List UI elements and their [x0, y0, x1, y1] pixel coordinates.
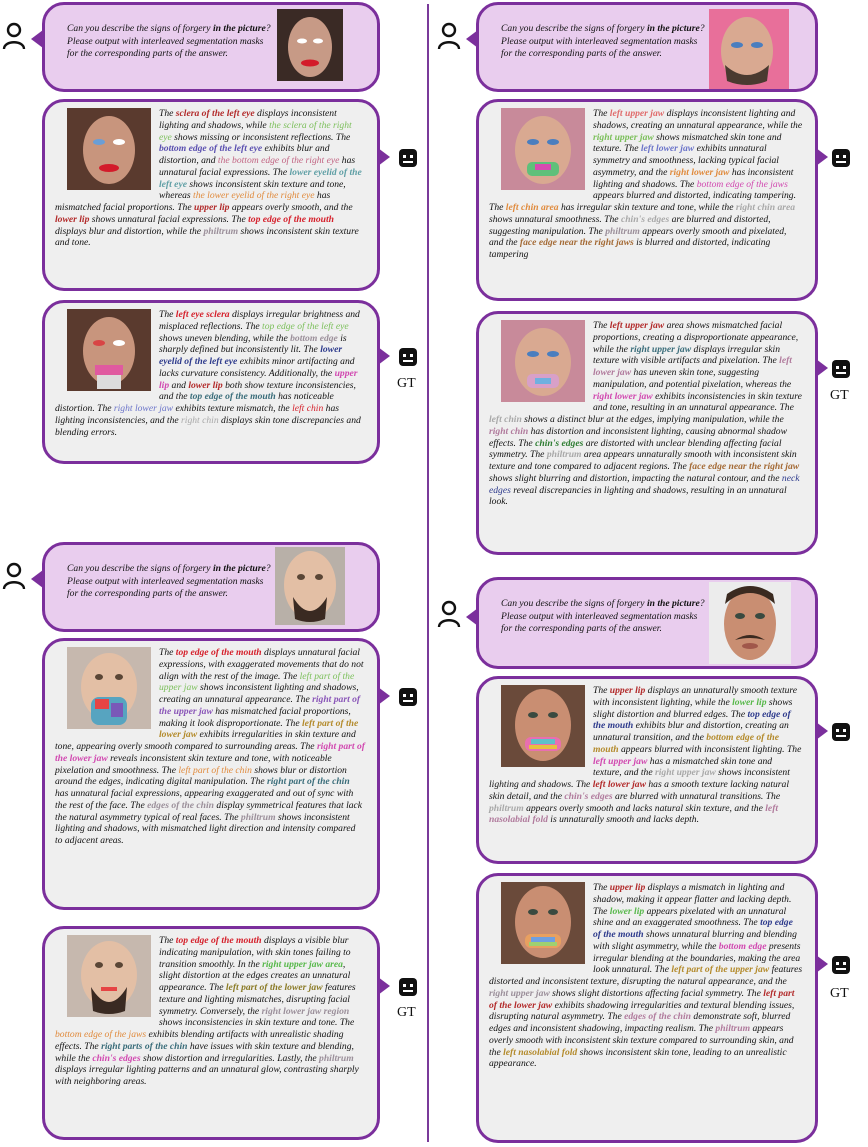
answer-text-run: has mismatched facial proportions, making it look disproportionate. The	[159, 705, 351, 729]
bubble-tail	[378, 347, 390, 365]
answer-text-run: shows inconsistencies in skin texture and tone. The	[159, 1017, 355, 1029]
answer-text-run: The	[159, 309, 176, 320]
segment-phrase: right part of the upper jaw	[159, 694, 361, 717]
answer-text-run: exhibits blending artifacts with unrealistic shading effects. The	[55, 1029, 344, 1052]
answer-text-run: and	[169, 379, 189, 391]
segment-phrase: left part of the lower jaw	[489, 987, 795, 1011]
answer-text-run: exhibits texture mismatch, the	[173, 403, 293, 414]
answer-text-run: shows blur or distortion around the edges, indicating digital manipulation. The	[55, 764, 347, 788]
answer-text-run: appears overly smooth, and the	[229, 202, 353, 213]
answer-text-run: displays an unnaturally smooth texture with inconsistent lighting, while the	[593, 685, 798, 708]
answer-text-run: displays a visible blur indicating manipulation, with skin tones failing to transition smoothly. In the	[159, 935, 351, 970]
segment-phrase: bottom edge of the jaws	[696, 178, 788, 190]
answer-text-run: shows inconsistent lighting and shadows, creating an unnatural appearance. The	[159, 682, 359, 705]
answer-text-run: shows unnatural blurring and blending with slight asymmetry, while the	[593, 929, 797, 952]
user-icon	[2, 562, 26, 590]
segment-phrase: philtrum	[546, 449, 582, 461]
segment-phrase: top edge of the mouth	[593, 917, 793, 940]
ground-truth-bubble	[42, 926, 380, 1140]
answer-text-run: displays inconsistent lighting and shadows, while	[159, 108, 337, 131]
user-question-bubble	[42, 2, 380, 92]
segment-phrase: left eye sclera	[175, 309, 230, 320]
answer-text-run: has lighting inconsistencies, and the	[55, 403, 339, 426]
segment-phrase: edges of the chin	[147, 799, 214, 811]
answer-text-run: exhibits unnatural symmetry and smoothness, lacking typical facial asymmetry, and the	[593, 143, 779, 178]
answer-text-run: The	[593, 685, 610, 696]
answer-text-run: shows missing or inconsistent reflections. The	[171, 131, 351, 143]
robot-icon	[397, 346, 419, 368]
segment-phrase: bottom edge	[718, 940, 767, 952]
answer-text-run: exhibits irregularities in skin texture and tone, appearing overly smooth compared to surrounding areas. The	[55, 729, 356, 752]
segment-phrase: philtrum	[715, 1023, 751, 1034]
answer-text-run: exhibits blur and distortion, and	[159, 143, 330, 166]
segment-phrase: face edge near the right jaw	[689, 461, 800, 472]
answer-text-run: exhibits inconsistencies in skin texture and tone, resulting in an unnatural appearance. The	[593, 390, 802, 414]
answer-text-run: shows inconsistent skin tone, leading to an unrealistic appearance.	[489, 1046, 787, 1070]
answer-text-run: , slight distortion at the edges creates an unnatural appearance. The	[159, 958, 351, 993]
mask-image	[67, 647, 151, 729]
segment-phrase: left lower jaw	[640, 143, 695, 155]
segment-phrase: left nasolabial fold	[503, 1046, 578, 1058]
segment-phrase: top edge of the mouth	[248, 213, 334, 225]
answer-text-run: is sharply defined but inconsistently lit. The	[159, 332, 347, 356]
robot-icon	[830, 954, 852, 976]
robot-icon	[397, 976, 419, 998]
segment-phrase: the bottom edge of the right eye	[217, 155, 340, 166]
robot-icon	[397, 147, 419, 169]
question-text: Can you describe the signs of forgery in the picture? Please output with interleaved segmentation masks for the corresponding parts of the answer.	[501, 23, 705, 59]
bubble-tail	[816, 955, 828, 973]
answer-text-run: The	[593, 320, 610, 331]
bubble-tail	[378, 148, 390, 166]
segment-phrase: left chin	[489, 414, 522, 425]
segment-phrase: lower lip	[55, 213, 90, 225]
prediction-bubble	[42, 99, 380, 291]
user-question-bubble	[42, 542, 380, 632]
answer-text-run: displays irregular lighting patterns and an unnatural glow, contrasting sharply with neighboring areas.	[55, 1064, 359, 1087]
segment-phrase: right chin area	[735, 202, 796, 213]
column-divider	[427, 4, 429, 1142]
input-face-image	[709, 9, 789, 89]
user-icon	[437, 22, 461, 50]
segment-phrase: edges of the chin	[624, 1011, 692, 1023]
input-face-image	[277, 9, 343, 81]
answer-text-run: reveal discrepancies in lighting and shadows, resulting in an unnatural look.	[489, 484, 787, 508]
gt-label: GT	[830, 986, 849, 1001]
answer-text-run: shows uneven blending, while the	[159, 332, 291, 344]
answer-text-run: appears pixelated with an unnatural shine and an exaggerated smoothness. The	[593, 905, 787, 929]
answer-text-run: appears overly smooth and lacks natural skin texture, and the	[523, 802, 766, 814]
segment-phrase: upper lip	[609, 882, 646, 893]
segment-phrase: top edge of the mouth	[593, 708, 791, 732]
segment-phrase: left part of the upper jaw	[671, 964, 770, 976]
answer-text-run: have issues with skin texture and blending, while the	[55, 1040, 354, 1064]
answer-text-run: has noticeable distortion. The	[55, 391, 334, 414]
answer-text-run: has a mismatched skin tone and texture, and the	[593, 755, 773, 779]
segment-phrase: lower eyelid of the left eye	[159, 344, 343, 367]
answer-text-run: is unnaturally smooth and lacks depth.	[547, 814, 699, 826]
segment-phrase: top edge of the mouth	[175, 935, 262, 946]
segment-phrase: sclera of the left eye	[175, 108, 255, 119]
segment-phrase: upper lip	[609, 685, 646, 696]
segment-phrase: left part of the lower jaw	[159, 717, 359, 741]
segment-phrase: left chin area	[505, 202, 559, 213]
bubble-tail	[816, 359, 828, 377]
user-icon	[437, 600, 461, 628]
bubble-tail	[378, 687, 390, 705]
answer-text-run: reveals inconsistent skin texture and tone, with noticeable pixelation and smoothness. The	[55, 752, 332, 776]
answer-text-run: exhibits blur and distortion, creating an unnatural transition, and the	[593, 720, 789, 743]
answer-text-run: displays skin tone discrepancies and blending errors.	[55, 414, 361, 438]
answer-text-run: shows unnatural facial expressions. The	[89, 213, 249, 225]
bubble-tail	[816, 148, 828, 166]
segment-phrase: top edge of the mouth	[189, 391, 276, 403]
segment-phrase: right lower jaw	[669, 166, 730, 178]
answer-text-run: both show texture inconsistencies, and the	[159, 379, 356, 403]
answer-text-run: appears blurred with inconsistent lighting. The	[618, 743, 802, 755]
question-text: Can you describe the signs of forgery in the picture? Please output with interleaved segmentation masks for the corresponding parts of the answer.	[67, 563, 271, 599]
gt-label: GT	[397, 1005, 416, 1020]
segment-phrase: lower lip	[188, 379, 223, 391]
segment-phrase: right parts of the chin	[101, 1040, 188, 1052]
segment-phrase: philtrum	[489, 802, 524, 814]
answer-text-run: displays irregular skin texture with visible artifacts and pixelation. The	[593, 343, 781, 367]
segment-phrase: chin's edges	[535, 437, 584, 449]
segment-phrase: the sclera of the right eye	[159, 119, 352, 143]
question-text: Can you describe the signs of forgery in the picture? Please output with interleaved segmentation masks for the corresponding parts of the answer.	[67, 23, 271, 59]
answer-text-run: The	[593, 108, 610, 119]
answer-text-run: shows slight distortions affecting facial symmetry. The	[549, 987, 764, 999]
answer-text-run: shows mismatched skin tone and texture. The	[593, 131, 782, 155]
answer-text-run: features texture and lighting mismatches, disrupting facial symmetry. Conversely, the	[159, 982, 356, 1017]
user-question-bubble	[476, 577, 818, 669]
answer-text-run: are blurred and distorted, suggesting manipulation. The	[489, 213, 771, 237]
user-question-bubble	[476, 2, 818, 92]
segment-phrase: philtrum	[319, 1052, 354, 1064]
answer-text-run: has unnatural facial expressions. The	[159, 155, 356, 178]
segment-phrase: chin's edges	[564, 790, 613, 802]
prediction-bubble	[476, 99, 818, 301]
input-face-image	[709, 582, 791, 664]
robot-icon	[830, 147, 852, 169]
robot-icon	[397, 686, 419, 708]
segment-phrase: left nasolabial fold	[489, 802, 779, 826]
segment-phrase: bottom edge	[290, 332, 338, 344]
answer-text-run: appears overly smooth with inconsistent skin texture compared to surrounding skin, and the	[489, 1023, 794, 1058]
mask-image	[67, 309, 151, 391]
segment-phrase: right upper jaw area	[262, 958, 343, 970]
answer-text-run: shows slight distortion and blurred edges. The	[593, 696, 793, 720]
ground-truth-bubble	[476, 311, 818, 555]
answer-text-run: exhibits shadowing irregularities and textural blending issues, disrupting natural asymmetry. The	[489, 999, 795, 1023]
answer-text-run: features distorted and inconsistent texture, disrupting the natural appearance, and the	[489, 964, 803, 987]
answer-text-run: The	[593, 882, 610, 893]
segment-phrase: face edge near the right jaws	[519, 237, 634, 249]
prediction-bubble	[476, 676, 818, 864]
segment-phrase: left part of the upper jaw	[159, 670, 355, 694]
segment-phrase: left part of the chin	[178, 764, 252, 776]
answer-text-run: shows unnatural smoothness. The	[489, 213, 621, 225]
gt-label: GT	[397, 376, 416, 391]
prediction-bubble	[42, 638, 380, 910]
gt-label: GT	[830, 388, 849, 403]
answer-text-run: shows inconsistent lighting and shadows. The	[489, 767, 790, 790]
answer-text-run: shows a distinct blur at the edges, implying manipulation, while the	[521, 414, 784, 425]
answer-text-run: appears overly smooth and pixelated, and the	[489, 225, 787, 249]
segment-phrase: left chin	[292, 403, 324, 414]
answer-text-run: display symmetrical features that lack the natural asymmetry typical of real faces. The	[55, 799, 363, 823]
mask-image	[501, 108, 585, 190]
segment-phrase: lower lip	[609, 905, 645, 917]
segment-phrase: the lower eyelid of the right eye	[193, 190, 315, 202]
user-icon	[2, 22, 26, 50]
answer-text-run: displays inconsistent lighting and shadows, creating an unnatural appearance, while the	[593, 108, 803, 131]
answer-text-run: are distorted with unclear blending affecting facial symmetry. The	[489, 437, 782, 461]
answer-text-run: demonstrate soft, blurred edges and inconsistent shadowing, impacting realism. The	[489, 1011, 791, 1034]
bubble-tail	[378, 977, 390, 995]
segment-phrase: chin's edges	[620, 213, 670, 225]
segment-phrase: right chin	[181, 414, 219, 426]
segment-phrase: chin's edges	[92, 1052, 141, 1064]
segment-phrase: left upper jaw	[609, 108, 665, 119]
answer-text-run: has a smooth texture lacking natural skin detail, and the	[489, 779, 789, 802]
robot-icon	[830, 721, 852, 743]
segment-phrase: left part of the lower jaw	[225, 982, 323, 993]
answer-text-run: area shows mismatched facial proportions, creating a disproportionate appearance, while the	[593, 320, 799, 355]
segment-phrase: lower lip	[732, 696, 767, 708]
segment-phrase: neck edges	[489, 472, 800, 496]
segment-phrase: right lower jaw region	[261, 1005, 350, 1017]
answer-text-run: exhibits minor artifacting and lacks curvature consistency. Additionally, the	[159, 356, 355, 379]
answer-text-run: is blurred and distorted, indicating tampering	[489, 237, 771, 260]
segment-phrase: bottom edge of the left eye	[159, 143, 263, 155]
segment-phrase: left upper jaw	[593, 755, 648, 767]
answer-text-run: shows inconsistent lighting and shadows, with mismatched light direction and intensity compared to adjacent areas.	[55, 811, 356, 846]
answer-text-run: shows slight blurring and distortion, impacting the natural contour, and the	[489, 472, 782, 484]
segment-phrase: left lower jaw	[593, 355, 792, 378]
answer-text-run: has mismatched facial proportions. The	[55, 190, 331, 213]
segment-phrase: right lower jaw	[593, 390, 653, 402]
segment-phrase: left lower jaw	[592, 779, 646, 790]
robot-icon	[830, 358, 852, 380]
question-text: Can you describe the signs of forgery in the picture? Please output with interleaved segmentation masks for the corresponding parts of the answer.	[501, 598, 705, 634]
answer-text-run: has inconsistent lighting and shadows. The	[593, 166, 794, 190]
answer-text-run: presents irregular blending at the boundaries, making the area look unnatural. The	[593, 940, 801, 976]
answer-text-run: displays unnatural facial expressions, with exaggerated movements that do not align with the rest of the image. The	[159, 647, 364, 682]
segment-phrase: right lower jaw	[113, 403, 174, 414]
input-face-image	[275, 547, 345, 625]
segment-phrase: top edge of the mouth	[175, 647, 262, 658]
segment-phrase: right upper jaw	[655, 767, 716, 779]
ground-truth-bubble	[476, 873, 818, 1143]
answer-text-run: The	[159, 108, 176, 119]
segment-phrase: right upper jaw	[593, 131, 654, 143]
segment-phrase: bottom edge of the mouth	[593, 732, 780, 755]
answer-text-run: has distortion and inconsistent lighting, causing abnormal shadow effects. The	[489, 425, 787, 449]
segment-phrase: upper lip	[194, 202, 230, 213]
mask-image	[501, 685, 585, 767]
answer-text-run: are blurred with unnatural transitions. The	[612, 790, 781, 802]
bubble-tail	[816, 722, 828, 740]
answer-text-run: The	[159, 647, 176, 658]
answer-text-run: displays a mismatch in lighting and shadow, making it appear flatter and lacking depth. The	[593, 882, 792, 917]
mask-image	[67, 935, 151, 1017]
segment-phrase: right upper jaw	[489, 987, 550, 999]
segment-phrase: right part of the chin	[267, 776, 350, 788]
answer-text-run: shows inconsistent skin texture and tone.	[55, 225, 359, 249]
answer-text-run: displays blur and distortion, while the	[55, 225, 204, 237]
answer-text-run: appears blurred and distorted, indicating tampering. The	[489, 190, 796, 213]
segment-phrase: philtrum	[203, 225, 239, 237]
answer-text-run: show distortion and irregularities. Lastly, the	[140, 1052, 320, 1064]
segment-phrase: top edge of the left eye	[262, 320, 349, 332]
answer-text-run: displays irregular brightness and misplaced reflections. The	[159, 309, 360, 332]
segment-phrase: right chin	[489, 425, 529, 437]
segment-phrase: upper lip	[159, 367, 358, 391]
mask-image	[501, 320, 585, 402]
answer-text-run: has uneven skin tone, suggesting manipulation, and potential pixelation, whereas the	[593, 367, 792, 390]
segment-phrase: philtrum	[605, 225, 640, 237]
ground-truth-bubble	[42, 300, 380, 464]
answer-text-run: has unnatural facial expressions, appearing exaggerated and out of sync with the rest of the face. The	[55, 788, 354, 811]
segment-phrase: right upper jaw	[630, 343, 692, 355]
mask-image	[67, 108, 151, 190]
answer-text-run: has irregular skin texture and tone, while the	[558, 202, 736, 213]
mask-image	[501, 882, 585, 964]
answer-text-run: area appears unnaturally smooth with inconsistent skin texture and tone compared to adjacent regions. The	[489, 449, 797, 472]
answer-text-run: shows inconsistent skin texture and tone, whereas	[159, 178, 346, 202]
segment-phrase: lower eyelid of the left eye	[159, 166, 362, 190]
answer-text-run: The	[159, 935, 176, 946]
segment-phrase: right part of the lower jaw	[55, 741, 365, 764]
segment-phrase: philtrum	[240, 811, 276, 823]
segment-phrase: bottom edge of the jaws	[55, 1029, 147, 1040]
segment-phrase: left upper jaw	[609, 320, 665, 331]
